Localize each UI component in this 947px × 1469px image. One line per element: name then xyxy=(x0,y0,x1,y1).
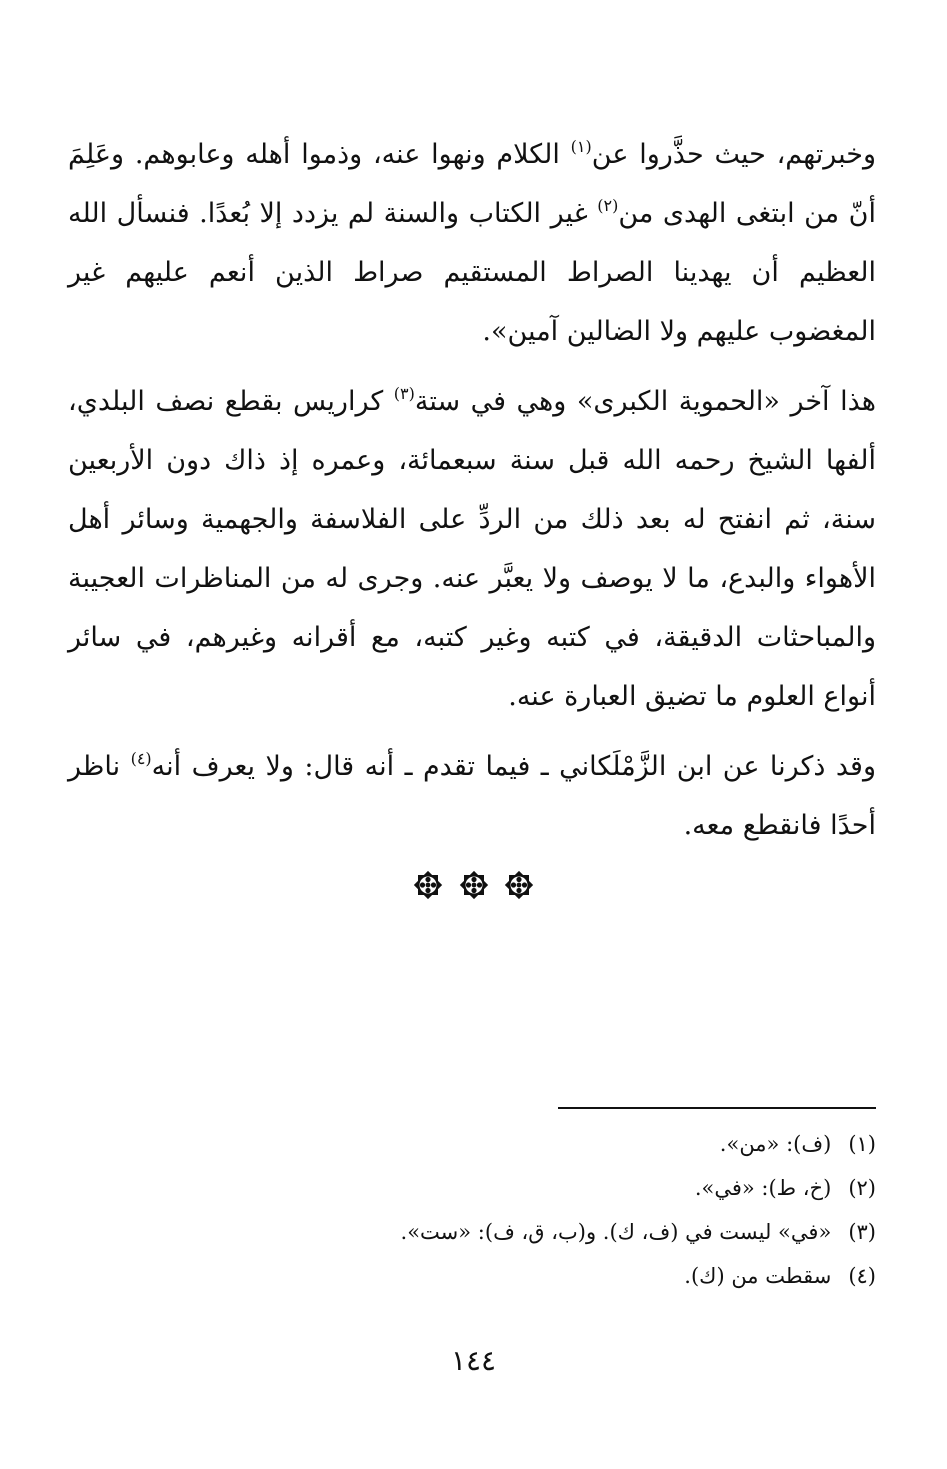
footnote-number: (١) xyxy=(848,1132,876,1156)
footnote-separator xyxy=(558,1107,876,1109)
footnote xyxy=(300,1210,876,1254)
text-segment: الكلام ونهوا عنه، وذموا أهله وعابوهم. وعَلِمَ أنّ من ابتغى الهدى من xyxy=(68,139,876,229)
text-segment: ناظر أحدًا فانقطع معه. xyxy=(68,751,876,841)
footnote-text: (ف): «من». xyxy=(719,1132,832,1156)
text-segment: وقد ذكرنا عن ابن الزَّمْلَكاني ـ فيما تقدم ـ أنه قال: ولا يعرف أنه xyxy=(151,751,876,782)
body-text xyxy=(68,125,876,866)
text-segment: غير الكتاب والسنة لم يزدد إلا بُعدًا. فنسأل الله العظيم أن يهدينا الصراط المستقيم صراط الذين أنعم عليهم غير المغضوب عليهم ولا الضالين آمين». xyxy=(68,198,876,347)
eight-point-star-flower-icon xyxy=(457,868,491,902)
eight-point-star-flower-icon xyxy=(502,868,536,902)
footnotes xyxy=(300,1122,876,1298)
footnote-marker[interactable]: (١) xyxy=(570,137,592,156)
footnote xyxy=(300,1254,876,1298)
footnote-text: «في» ليست في (ف، ك). و(ب، ق، ف): «ست». xyxy=(400,1220,832,1244)
text-segment: هذا آخر «الحموية الكبرى» وهي في ستة xyxy=(414,386,877,417)
footnote xyxy=(300,1122,876,1166)
text-segment: كراريس بقطع نصف البلدي، ألفها الشيخ رحمه الله قبل سنة سبعمائة، وعمره إذ ذاك دون الأربعين سنة، ثم انفتح له بعد ذلك من الردِّ على الفلاسفة والجهمية وسائر أهل الأهواء والبدع، ما لا يوصف ولا يعبَّر عنه. وجرى له من المناظرات العجيبة والمباحثات الدقيقة، في كتبه وغير كتبه، مع أقرانه وغيرهم، في سائر أنواع العلوم ما تضيق العبارة عنه. xyxy=(68,386,876,712)
paragraph xyxy=(68,372,876,726)
footnote xyxy=(300,1166,876,1210)
page-number: ١٤٤ xyxy=(450,1344,497,1377)
footnote-marker[interactable]: (٣) xyxy=(393,384,415,403)
eight-point-star-flower-icon xyxy=(411,868,445,902)
footnote-text: سقطت من (ك). xyxy=(684,1264,832,1288)
footnote-marker[interactable]: (٢) xyxy=(597,196,619,215)
footnote-marker[interactable]: (٤) xyxy=(130,749,152,768)
text-segment: وخبرتهم، حيث حذَّروا عن xyxy=(591,139,876,170)
footnote-number: (٣) xyxy=(848,1220,876,1244)
section-divider-ornaments xyxy=(0,868,947,902)
paragraph xyxy=(68,737,876,855)
footnote-number: (٢) xyxy=(848,1176,876,1200)
footnote-text: (خ، ط): «في». xyxy=(694,1176,832,1200)
paragraph xyxy=(68,125,876,361)
footnote-number: (٤) xyxy=(848,1264,876,1288)
